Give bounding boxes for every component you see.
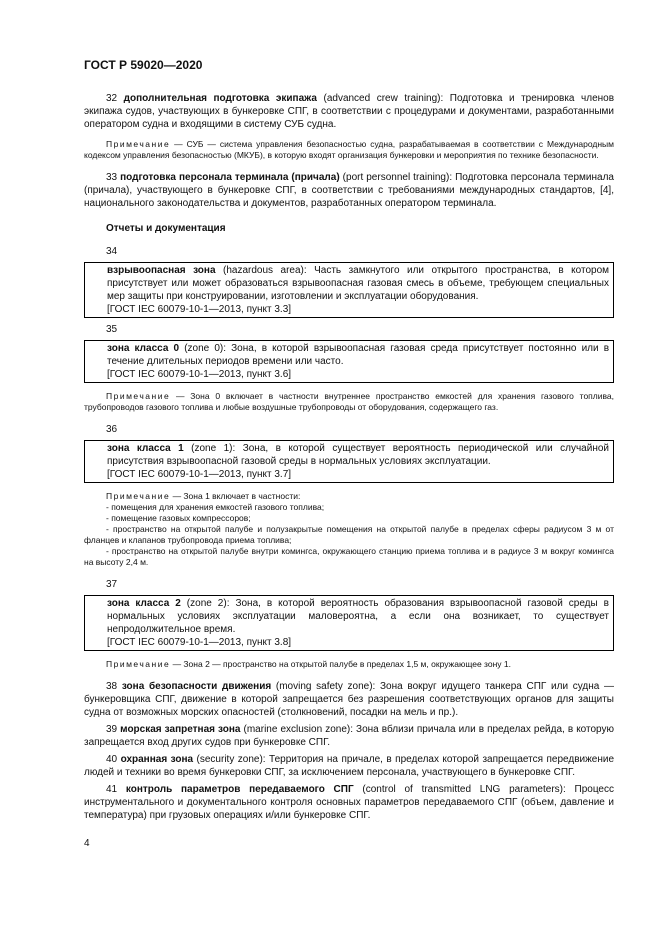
entry-term: подготовка персонала терминала (причала) (120, 172, 340, 183)
entry-term: контроль параметров передаваемого СПГ (125, 784, 354, 795)
entry-number-36: 36 (106, 424, 118, 435)
entry-37-box (84, 595, 614, 651)
entry-definition: : Подготовка персонала терминала (причала), участвующего в бункеровке СПГ, в соответствии с требованиями международных стандартов, [4], национального законодательства и документов, разработанных оператором терминала. (84, 172, 614, 209)
note-36-item: - помещения для хранения емкостей газового топлива; (106, 502, 325, 512)
note-text: — Зона 2 — пространство на открытой палубе в пределах 1,5 м, окружающее зону 1. (170, 659, 511, 669)
entry-english-term: (security zone) (196, 754, 263, 765)
entry-english-term: (marine exclusion zone) (243, 724, 351, 735)
entry-number: 32 (106, 93, 118, 104)
entry-33 (84, 171, 614, 210)
entry-english-term: (hazardous area) (223, 265, 304, 276)
entry-english-term: (zone 1) (191, 443, 233, 454)
note-label: Примечание (106, 659, 171, 669)
entry-number-35: 35 (106, 324, 118, 335)
entry-term: зона класса 2 (107, 598, 181, 609)
entry-english-term: (zone 2) (186, 598, 227, 609)
entry-term: дополнительная подготовка экипажа (123, 93, 317, 104)
note-35 (84, 391, 614, 413)
entry-36-box (84, 440, 614, 483)
entry-reference: [ГОСТ IEC 60079-10-1—2013, пункт 3.3] (107, 304, 292, 315)
entry-number: 40 (106, 754, 118, 765)
entry-term: взрывоопасная зона (107, 265, 216, 276)
note-36 (84, 491, 614, 568)
document-body (84, 92, 614, 822)
document-header: ГОСТ Р 59020—2020 (84, 58, 203, 72)
entry-35-box (84, 340, 614, 383)
entry-39 (84, 723, 614, 749)
note-36-item: - пространство на открытой палубе внутри комингса, окружающего станцию приема топлива и в радиусе 3 м вокруг комингса на высоту 2,4 м. (84, 546, 614, 567)
entry-reference: [ГОСТ IEC 60079-10-1—2013, пункт 3.8] (107, 637, 292, 648)
entry-definition: : Зона, в которой существует вероятность периодической или случайной присутствия взрывоопасной газовой среды в нормальных условиях эксплуатации. (107, 443, 610, 467)
entry-english-term: (zone 0) (184, 343, 224, 354)
section-heading: Отчеты и документация (106, 223, 226, 234)
note-text: — СУБ — система управления безопасностью судна, разрабатываемая в соответствии с Международным кодексом управления безопасностью (МКУБ), в которую входят организация бункеровки и мероприятия по технике безопасности. (84, 139, 614, 160)
entry-definition: : Территория на причале, в пределах которой запрещается передвижение людей и техники во время бункеровки СПГ, за исключением персонала, участвующего в бункеровке СПГ. (84, 754, 615, 778)
entry-english-term: (moving safety zone) (275, 681, 373, 692)
entry-english-term: (control of transmitted LNG parameters) (362, 784, 563, 795)
note-37 (84, 659, 614, 670)
entry-definition: : Часть замкнутого или открытого пространства, в котором присутствует или может образоваться взрывоопасная газовая смесь в объеме, требующем специальных мер защиты при конструировании, изготовлении и эксплуатации оборудования. (107, 265, 610, 302)
page-number: 4 (84, 838, 90, 849)
note-label: Примечание (106, 491, 171, 501)
entry-number-34: 34 (106, 246, 118, 257)
entry-term: зона класса 1 (107, 443, 184, 454)
entry-41 (84, 783, 614, 822)
entry-term: охранная зона (120, 754, 194, 765)
entry-number-37: 37 (106, 579, 118, 590)
note-label: Примечание (106, 139, 171, 149)
entry-number: 33 (106, 172, 118, 183)
entry-reference: [ГОСТ IEC 60079-10-1—2013, пункт 3.6] (107, 369, 292, 380)
entry-term: морская запретная зона (120, 724, 241, 735)
note-36-item: - помещение газовых компрессоров; (106, 513, 251, 523)
entry-definition: : Процесс инструментального и документального контроля основных параметров передаваемого СПГ (объем, давление и температура) при грузовых операциях и/или бункеровке СПГ. (84, 784, 614, 821)
note-text: — Зона 0 включает в частности внутреннее пространство емкостей для хранения газового топлива, трубопроводов газового топлива и любые воздушные трубопроводы от оборудования, содержащего газ. (84, 391, 614, 412)
entry-number: 38 (106, 681, 118, 692)
entry-40 (84, 753, 614, 779)
entry-number: 39 (106, 724, 118, 735)
entry-32 (84, 92, 614, 131)
note-label: Примечание (106, 391, 171, 401)
entry-reference: [ГОСТ IEC 60079-10-1—2013, пункт 3.7] (107, 469, 292, 480)
entry-38 (84, 680, 614, 719)
note-36-intro (84, 491, 614, 502)
entry-english-term: (advanced crew training) (323, 93, 441, 104)
note-32 (84, 139, 614, 161)
entry-term: зона класса 0 (107, 343, 180, 354)
entry-term: зона безопасности движения (121, 681, 272, 692)
entry-definition: : Зона вблизи причала или в пределах рейда, в которую запрещается вход других судов при бункеровке СПГ. (84, 724, 615, 748)
entry-definition: : Зона, в которой вероятность образования взрывоопасной газовой среды в нормальных условиях эксплуатации маловероятна, а если она возникает, то существует непродолжительное время. (107, 598, 609, 635)
entry-definition: : Зона, в которой взрывоопасная газовая среда присутствует постоянно или в течение длительных периодов времени или часто. (107, 343, 610, 367)
entry-definition: : Подготовка и тренировка членов экипажа судов, участвующих в бункеровке СПГ, в соответствии с процедурами и документами, разработанными оператором судна и входящими в систему СУБ судна. (84, 93, 615, 130)
entry-english-term: (port personnel training) (342, 172, 450, 183)
entry-34-box (84, 262, 614, 318)
note-text: — Зона 1 включает в частности: (170, 491, 301, 501)
entry-definition: : Зона вокруг идущего танкера СПГ или судна — бункеровщика СПГ, движение в которой запрещается без разрешения соответствующих органов для защиты судна от возможных морских опасностей (столкновений, посадки на мель и пр.). (84, 681, 615, 718)
entry-number: 41 (106, 784, 118, 795)
note-36-item: - пространство на открытой палубе и полузакрытые помещения на открытой палубе в пределах сферы радиусом 3 м от фланцев и клапанов трубопровода приема топлива; (84, 524, 614, 545)
